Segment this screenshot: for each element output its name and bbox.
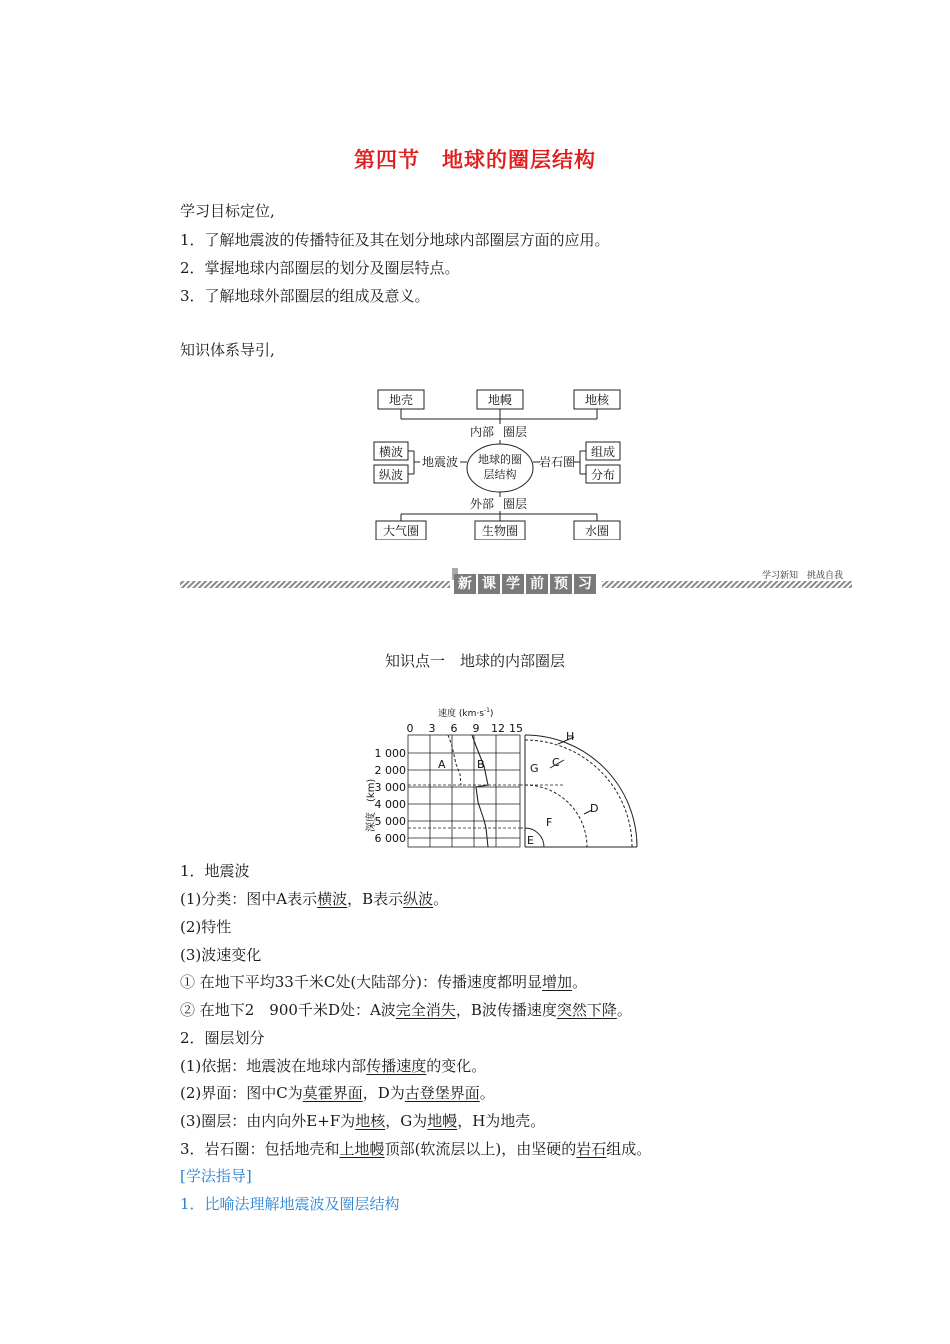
map-bottom-2: 生物圈	[481, 524, 519, 538]
depth-axis-unit: (km)	[366, 778, 377, 802]
map-center-1: 地球的圈	[478, 453, 522, 466]
section-layer-division: 2．圈层划分	[180, 1029, 265, 1047]
section-tile: 前	[526, 574, 548, 594]
map-bottom-3: 水圈	[584, 524, 610, 538]
section-tile: 预	[550, 574, 572, 594]
study-guide-item: 1．比喻法理解地震波及圈层结构	[180, 1195, 400, 1213]
x-tick: 6	[450, 722, 458, 735]
property-line: (2)特性	[180, 918, 232, 936]
division-interfaces: (2)界面：图中C为莫霍界面，D为古登堡界面。	[180, 1084, 495, 1102]
section-tile: 课	[478, 574, 500, 594]
map-bottom-1: 大气圈	[382, 524, 420, 538]
map-center-2: 层结构	[483, 468, 517, 481]
layer-label-g: G	[530, 762, 539, 775]
knowledge-point-heading: 知识点一 地球的内部圈层	[384, 652, 565, 670]
y-tick: 4 000	[374, 798, 406, 811]
section-tile: 学	[502, 574, 524, 594]
layer-label-e: E	[527, 834, 534, 847]
x-tick: 15	[509, 722, 523, 735]
map-right-1: 组成	[590, 445, 616, 459]
velocity-change-line: (3)波速变化	[180, 946, 262, 964]
map-right-label: 岩石圈	[538, 455, 576, 469]
goal-item: 1．了解地震波的传播特征及其在划分地球内部圈层方面的应用。	[180, 231, 610, 249]
section-bar-tiles	[454, 574, 596, 594]
map-outer-a: 外部	[469, 497, 495, 511]
map-inner-a: 内部	[469, 425, 495, 439]
y-tick: 1 000	[374, 747, 406, 760]
y-tick: 5 000	[374, 815, 406, 828]
x-tick: 3	[428, 722, 436, 735]
velocity-point-1: ① 在地下平均33千米C处(大陆部分)：传播速度都明显增加。	[180, 973, 588, 991]
goal-item: 3．了解地球外部圈层的组成及意义。	[180, 287, 430, 305]
lithosphere-line: 3．岩石圈：包括地壳和上地幔顶部(软流层以上)，由坚硬的岩石组成。	[180, 1140, 652, 1158]
goal-item: 2．掌握地球内部圈层的划分及圈层特点。	[180, 259, 460, 277]
division-layers: (3)圈层：由内向外E+F为地核，G为地幔，H为地壳。	[180, 1112, 546, 1130]
curve-a	[448, 735, 461, 785]
section-bar-caption: 学习新知 挑战自我	[762, 571, 844, 581]
map-inner-b: 圈层	[502, 425, 528, 439]
section-seismic-waves: 1．地震波	[180, 862, 250, 880]
y-tick: 6 000	[374, 832, 406, 845]
layer-label-d: D	[590, 802, 599, 815]
map-right-2: 分布	[590, 468, 616, 482]
layer-label-c: C	[552, 756, 560, 769]
map-outer-b: 圈层	[502, 497, 528, 511]
curve-label-a: A	[438, 758, 446, 771]
moho-boundary	[525, 740, 632, 847]
section-tile: 习	[574, 574, 596, 594]
map-left-label: 地震波	[421, 455, 459, 469]
layer-label-f: F	[546, 816, 553, 829]
map-top-2: 地幔	[487, 393, 513, 407]
page-title: 第四节 地球的圈层结构	[354, 148, 596, 172]
map-top-1: 地壳	[388, 393, 414, 407]
gutenberg-boundary	[525, 785, 587, 847]
x-tick: 0	[406, 722, 414, 735]
section-tile: 新	[454, 574, 476, 594]
division-basis: (1)依据：地震波在地球内部传播速度的变化。	[180, 1057, 487, 1075]
y-tick: 3 000	[374, 781, 406, 794]
seismic-figure	[360, 702, 640, 852]
map-left-2: 纵波	[378, 468, 404, 482]
map-top-3: 地核	[584, 393, 610, 407]
depth-axis-label: 深度	[366, 812, 377, 832]
map-left-1: 横波	[378, 445, 404, 459]
study-guide-tag: [学法指导]	[180, 1167, 252, 1185]
x-tick: 9	[472, 722, 480, 735]
classification-line: (1)分类：图中A表示横波，B表示纵波。	[180, 890, 449, 908]
earth-surface	[525, 735, 637, 847]
curve-label-b: B	[477, 758, 485, 771]
velocity-point-2: ② 在地下2 900千米D处：A波完全消失，B波传播速度突然下降。	[180, 1001, 632, 1019]
x-tick: 12	[491, 722, 505, 735]
guide-heading: 知识体系导引,	[180, 341, 275, 359]
layer-label-h: H	[566, 730, 575, 743]
concept-map	[360, 380, 630, 540]
goals-heading: 学习目标定位,	[180, 202, 275, 220]
y-tick: 2 000	[374, 764, 406, 777]
speed-axis-label: 速度 $(km\cdot s^{-1})$	[438, 707, 494, 719]
